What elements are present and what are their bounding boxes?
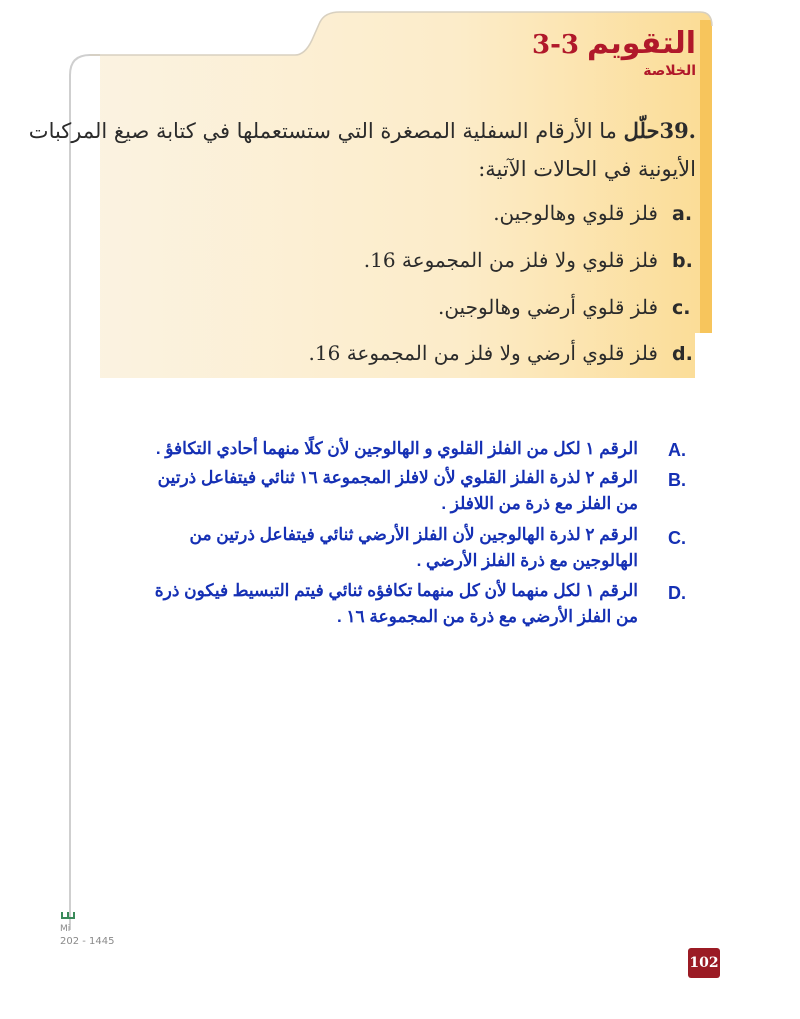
answer-letter: B. (668, 470, 686, 490)
answer-letter: A. (668, 440, 686, 460)
question-number: 39. (659, 118, 696, 143)
option-a (493, 201, 696, 225)
page-border (70, 55, 100, 75)
answer-line: من الفلز الأرضي مع ذرة من المجموعة ١٦ . (336, 607, 638, 626)
answer-letter: C. (668, 528, 686, 548)
option-c (438, 295, 696, 319)
option-letter: c. (672, 297, 691, 319)
answer-line: الهالوجين مع ذرة الفلز الأرضي . (416, 551, 638, 570)
question-text: ما الأرقام السفلية المصغرة التي ستستعملها في كتابة صيغ المركبات (28, 119, 617, 143)
answer-line: من الفلز مع ذرة من اللافلز . (441, 494, 638, 513)
question-line-1 (29, 118, 696, 143)
question-verb: حلّل (623, 118, 660, 143)
answer-line: الرقم ٢ لذرة الهالوجين لأن الفلز الأرضي ثنائي فيتفاعل ذرتين من (189, 525, 638, 544)
panel-edge (700, 20, 712, 333)
publisher-logo-icon (62, 912, 74, 918)
question-line-2: الأيونية في الحالات الآتية: (478, 157, 696, 181)
option-b (364, 248, 696, 272)
option-text: فلز قلوي أرضي وهالوجين. (437, 295, 658, 319)
section-subtitle: الخلاصة (643, 63, 696, 79)
page-number-badge: 102 (688, 948, 720, 978)
answer-line: الرقم ١ لكل منهما لأن كل منهما تكافؤه ثنائي فيتم التبسيط فيكون ذرة (154, 581, 638, 600)
answer-line: الرقم ١ لكل من الفلز القلوي و الهالوجين لأن كلًا منهما أحادي التكافؤ . (155, 439, 638, 458)
option-letter: d. (672, 343, 693, 365)
option-d (309, 341, 696, 365)
section-header (532, 26, 696, 79)
option-text: فلز قلوي وهالوجين. (493, 201, 658, 225)
option-letter: b. (672, 250, 693, 272)
answer-line: الرقم ٢ لذرة الفلز القلوي لأن لافلز المجموعة ١٦ ثنائي فيتفاعل ذرتين (157, 468, 638, 487)
footer-publisher: Mi (60, 924, 71, 934)
option-text: فلز قلوي ولا فلز من المجموعة 16. (363, 248, 658, 272)
section-title: التقويم (587, 26, 696, 61)
answer-letter: D. (668, 583, 686, 603)
option-letter: a. (672, 203, 693, 225)
section-number: 3-3 (532, 30, 580, 60)
footer-year: 202 - 1445 (60, 936, 115, 947)
option-text: فلز قلوي أرضي ولا فلز من المجموعة 16. (308, 341, 658, 365)
